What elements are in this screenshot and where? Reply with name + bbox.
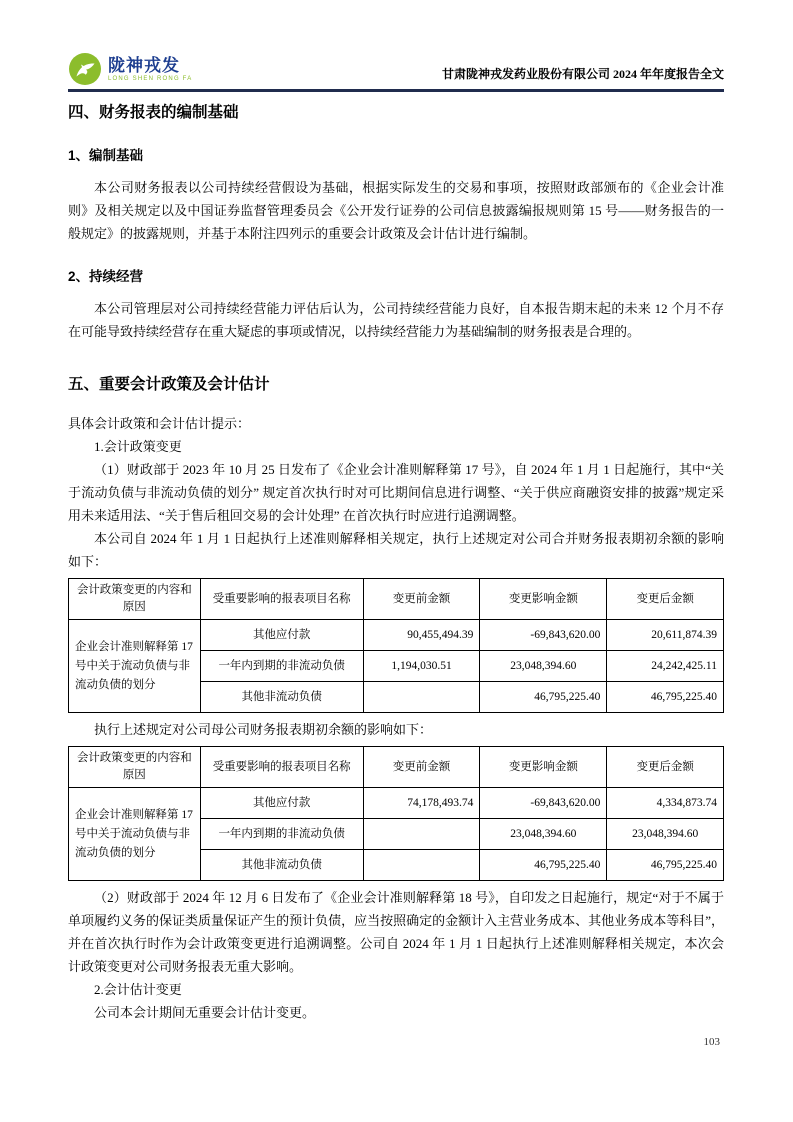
- table-amount-cell: [363, 682, 480, 713]
- table-item-cell: 其他非流动负债: [200, 682, 363, 713]
- estimate-change-item: 2.会计估计变更: [94, 982, 182, 997]
- table-header-cell: 变更后金额: [607, 747, 724, 788]
- logo-brand-en: LONG SHEN RONG FA: [108, 75, 193, 82]
- table-group-cell: 企业会计准则解释第 17 号中关于流动负债与非流动负债的划分: [69, 788, 201, 881]
- section-iv-heading: 四、财务报表的编制基础: [68, 104, 239, 121]
- table-amount-cell: 23,048,394.60: [480, 819, 607, 850]
- table-amount-cell: 46,795,225.40: [607, 850, 724, 881]
- parent-impact-intro: 执行上述规定对公司母公司财务报表期初余额的影响如下：: [94, 722, 433, 737]
- policy-change-item: 1.会计政策变更: [94, 439, 182, 454]
- table-amount-cell: 4,334,873.74: [607, 788, 724, 819]
- table-header-cell: 变更前金额: [363, 747, 480, 788]
- table-amount-cell: 46,795,225.40: [480, 682, 607, 713]
- policy-change-paragraph-1: （1）财政部于 2023 年 10 月 25 日发布了《企业会计准则解释第 17 号》，自 2024 年 1 月 1 日起施行，其中“关于流动负债与非流动负债的划分” 规定首次执行时对可比期间信息进行调整、“关于供应商融资安排的披露”规定采用未来适用法、“关于售后租回交易的会计处理” 在首次执行时应进行追溯调整。: [68, 462, 724, 523]
- table-row: [69, 788, 724, 819]
- estimate-change-paragraph: 公司本会计期间无重要会计估计变更。: [94, 1005, 316, 1020]
- parent-impact-table: [68, 746, 724, 881]
- table-amount-cell: 1,194,030.51: [363, 651, 480, 682]
- table-amount-cell: 46,795,225.40: [607, 682, 724, 713]
- header-divider: [68, 89, 724, 92]
- policy-change-paragraph-2: （2）财政部于 2024 年 12 月 6 日发布了《企业会计准则解释第 18 号》，自印发之日起施行，规定“对于不属于单项履约义务的保证类质量保证产生的预计负债，应当按照确定的金额计入主营业务成本、其他业务成本等科目”，并在首次执行时作为会计政策变更进行追溯调整。公司自 2024 年 1 月 1 日起执行上述准则解释相关规定，本次会计政策变更对公司财务报表无重大影响。: [68, 890, 724, 974]
- subsection-2-heading: 2、持续经营: [68, 269, 144, 284]
- table-header-cell: 变更后金额: [607, 579, 724, 620]
- table-item-cell: 一年内到期的非流动负债: [200, 651, 363, 682]
- table-amount-cell: 74,178,493.74: [363, 788, 480, 819]
- table-amount-cell: 23,048,394.60: [480, 651, 607, 682]
- table-header-cell: 受重要影响的报表项目名称: [200, 747, 363, 788]
- report-title: 甘肃陇神戎发药业股份有限公司 2024 年年度报告全文: [441, 67, 724, 81]
- subsection-1-heading: 1、编制基础: [68, 148, 144, 163]
- table-amount-cell: -69,843,620.00: [480, 788, 607, 819]
- going-concern-paragraph: 本公司管理层对公司持续经营能力评估后认为，公司持续经营能力良好，自本报告期末起的未来 12 个月不存在可能导致持续经营存在重大疑虑的事项或情况，以持续经营能力为基础编制的财务报表是合理的。: [68, 301, 724, 339]
- table-amount-cell: 90,455,494.39: [363, 620, 480, 651]
- table-amount-cell: 24,242,425.11: [607, 651, 724, 682]
- table-row: [69, 620, 724, 651]
- logo-brand-cn: 陇神戎发: [108, 55, 180, 75]
- table-header-row: [69, 747, 724, 788]
- table-group-cell: 企业会计准则解释第 17 号中关于流动负债与非流动负债的划分: [69, 620, 201, 713]
- table-amount-cell: 46,795,225.40: [480, 850, 607, 881]
- table-item-cell: 其他应付款: [200, 788, 363, 819]
- table-header-row: [69, 579, 724, 620]
- consolidated-impact-table: [68, 578, 724, 713]
- table-amount-cell: 23,048,394.60: [607, 819, 724, 850]
- table-item-cell: 一年内到期的非流动负债: [200, 819, 363, 850]
- table-header-cell: 变更影响金额: [480, 747, 607, 788]
- table-amount-cell: [363, 819, 480, 850]
- logo-icon: [68, 52, 102, 86]
- table-item-cell: 其他非流动负债: [200, 850, 363, 881]
- table-header-cell: 受重要影响的报表项目名称: [200, 579, 363, 620]
- consolidated-impact-intro: 本公司自 2024 年 1 月 1 日起执行上述准则解释相关规定，执行上述规定对公司合并财务报表期初余额的影响如下：: [68, 531, 724, 569]
- company-logo: [68, 52, 192, 86]
- logo-text: [108, 57, 192, 82]
- table-header-cell: 变更前金额: [363, 579, 480, 620]
- table-header-cell: 变更影响金额: [480, 579, 607, 620]
- policies-intro: 具体会计政策和会计估计提示：: [68, 416, 251, 431]
- table-item-cell: 其他应付款: [200, 620, 363, 651]
- page-header: [68, 48, 724, 86]
- table-header-cell: 会计政策变更的内容和原因: [69, 747, 201, 788]
- table-header-cell: 会计政策变更的内容和原因: [69, 579, 201, 620]
- table-amount-cell: 20,611,874.39: [607, 620, 724, 651]
- page-number: 103: [703, 1036, 720, 1048]
- table-amount-cell: -69,843,620.00: [480, 620, 607, 651]
- table-amount-cell: [363, 850, 480, 881]
- section-v-heading: 五、重要会计政策及会计估计: [68, 376, 270, 393]
- preparation-basis-paragraph: 本公司财务报表以公司持续经营假设为基础，根据实际发生的交易和事项，按照财政部颁布的《企业会计准则》及相关规定以及中国证券监督管理委员会《公开发行证券的公司信息披露编报规则第 15 号——财务报告的一般规定》的披露规则，并基于本附注四列示的重要会计政策及会计估计进行编制。: [68, 180, 724, 241]
